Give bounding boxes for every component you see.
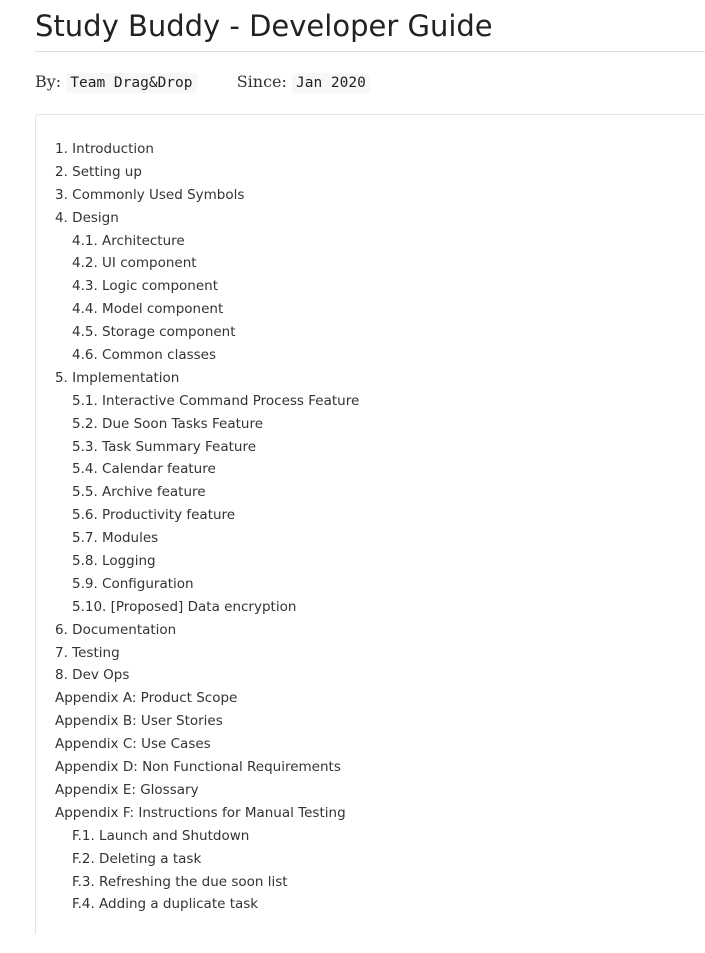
toc-item bbox=[55, 664, 359, 687]
toc-item bbox=[55, 619, 359, 642]
toc-link[interactable]: 8. Dev Ops bbox=[55, 667, 130, 684]
toc-item bbox=[55, 207, 359, 230]
toc-link[interactable]: 5.1. Interactive Command Process Feature bbox=[72, 392, 360, 409]
toc-link[interactable]: 4.2. UI component bbox=[72, 255, 197, 272]
toc-link[interactable]: 3. Commonly Used Symbols bbox=[55, 186, 245, 203]
since-label: Since: bbox=[236, 72, 287, 91]
toc-item bbox=[55, 298, 359, 321]
toc-link[interactable]: Appendix D: Non Functional Requirements bbox=[55, 759, 341, 776]
toc-item bbox=[55, 893, 359, 916]
toc-item bbox=[55, 756, 359, 779]
toc-link[interactable]: 5. Implementation bbox=[55, 369, 180, 386]
author-value: Team Drag&Drop bbox=[66, 73, 196, 93]
toc-link[interactable]: 5.7. Modules bbox=[72, 530, 159, 547]
toc-link[interactable]: Appendix E: Glossary bbox=[55, 781, 199, 798]
toc-item bbox=[55, 871, 359, 894]
toc-link[interactable]: F.1. Launch and Shutdown bbox=[72, 827, 250, 844]
toc-link[interactable]: 7. Testing bbox=[55, 644, 120, 661]
toc-link[interactable]: Appendix F: Instructions for Manual Testing bbox=[55, 804, 346, 821]
toc-link[interactable]: 4. Design bbox=[55, 209, 119, 226]
toc-link[interactable]: 1. Introduction bbox=[55, 141, 154, 157]
toc-item bbox=[55, 138, 359, 161]
toc-item bbox=[55, 527, 359, 550]
toc-link[interactable]: 4.4. Model component bbox=[72, 301, 224, 318]
toc-link[interactable]: F.2. Deleting a task bbox=[72, 850, 202, 867]
toc-item bbox=[55, 710, 359, 733]
toc-link[interactable]: Appendix C: Use Cases bbox=[55, 736, 211, 753]
toc-item bbox=[55, 161, 359, 184]
toc-link[interactable]: 5.2. Due Soon Tasks Feature bbox=[72, 415, 264, 432]
toc-item bbox=[55, 367, 359, 390]
toc-item bbox=[55, 596, 359, 619]
author-label: By: bbox=[35, 72, 62, 91]
toc-link[interactable]: 4.5. Storage component bbox=[72, 324, 236, 341]
toc-link[interactable]: 5.10. [Proposed] Data encryption bbox=[72, 598, 297, 615]
document-details bbox=[35, 70, 370, 95]
toc-link[interactable]: 5.6. Productivity feature bbox=[72, 507, 236, 524]
toc-item bbox=[55, 550, 359, 573]
toc-item bbox=[55, 733, 359, 756]
toc-item bbox=[55, 825, 359, 848]
toc-link[interactable]: Appendix B: User Stories bbox=[55, 713, 223, 730]
toc-item bbox=[55, 321, 359, 344]
title-divider bbox=[35, 51, 705, 52]
toc-item bbox=[55, 230, 359, 253]
toc-link[interactable]: 5.9. Configuration bbox=[72, 575, 194, 592]
toc-item bbox=[55, 481, 359, 504]
toc-link[interactable]: F.4. Adding a duplicate task bbox=[72, 896, 259, 913]
toc-link[interactable]: 6. Documentation bbox=[55, 621, 177, 638]
table-of-contents bbox=[35, 114, 705, 934]
toc-item bbox=[55, 252, 359, 275]
toc-list bbox=[55, 138, 359, 916]
toc-link[interactable]: 2. Setting up bbox=[55, 163, 142, 180]
toc-link[interactable]: 4.1. Architecture bbox=[72, 232, 185, 249]
toc-item bbox=[55, 802, 359, 825]
toc-item bbox=[55, 184, 359, 207]
since-value: Jan 2020 bbox=[292, 73, 370, 93]
toc-link[interactable]: 5.3. Task Summary Feature bbox=[72, 438, 257, 455]
toc-item bbox=[55, 504, 359, 527]
toc-link[interactable]: F.3. Refreshing the due soon list bbox=[72, 873, 288, 890]
toc-link[interactable]: 5.8. Logging bbox=[72, 553, 156, 570]
toc-item bbox=[55, 344, 359, 367]
page-title: Study Buddy - Developer Guide bbox=[35, 9, 493, 43]
toc-item bbox=[55, 413, 359, 436]
toc-link[interactable]: 4.6. Common classes bbox=[72, 347, 216, 364]
toc-item bbox=[55, 458, 359, 481]
toc-link[interactable]: Appendix A: Product Scope bbox=[55, 690, 238, 707]
toc-link[interactable]: 5.4. Calendar feature bbox=[72, 461, 216, 478]
toc-link[interactable]: 4.3. Logic component bbox=[72, 278, 219, 295]
toc-item bbox=[55, 390, 359, 413]
toc-item bbox=[55, 275, 359, 298]
toc-item bbox=[55, 687, 359, 710]
toc-item bbox=[55, 436, 359, 459]
toc-item bbox=[55, 573, 359, 596]
toc-item bbox=[55, 848, 359, 871]
toc-item bbox=[55, 642, 359, 665]
toc-link[interactable]: 5.5. Archive feature bbox=[72, 484, 206, 501]
toc-item bbox=[55, 779, 359, 802]
